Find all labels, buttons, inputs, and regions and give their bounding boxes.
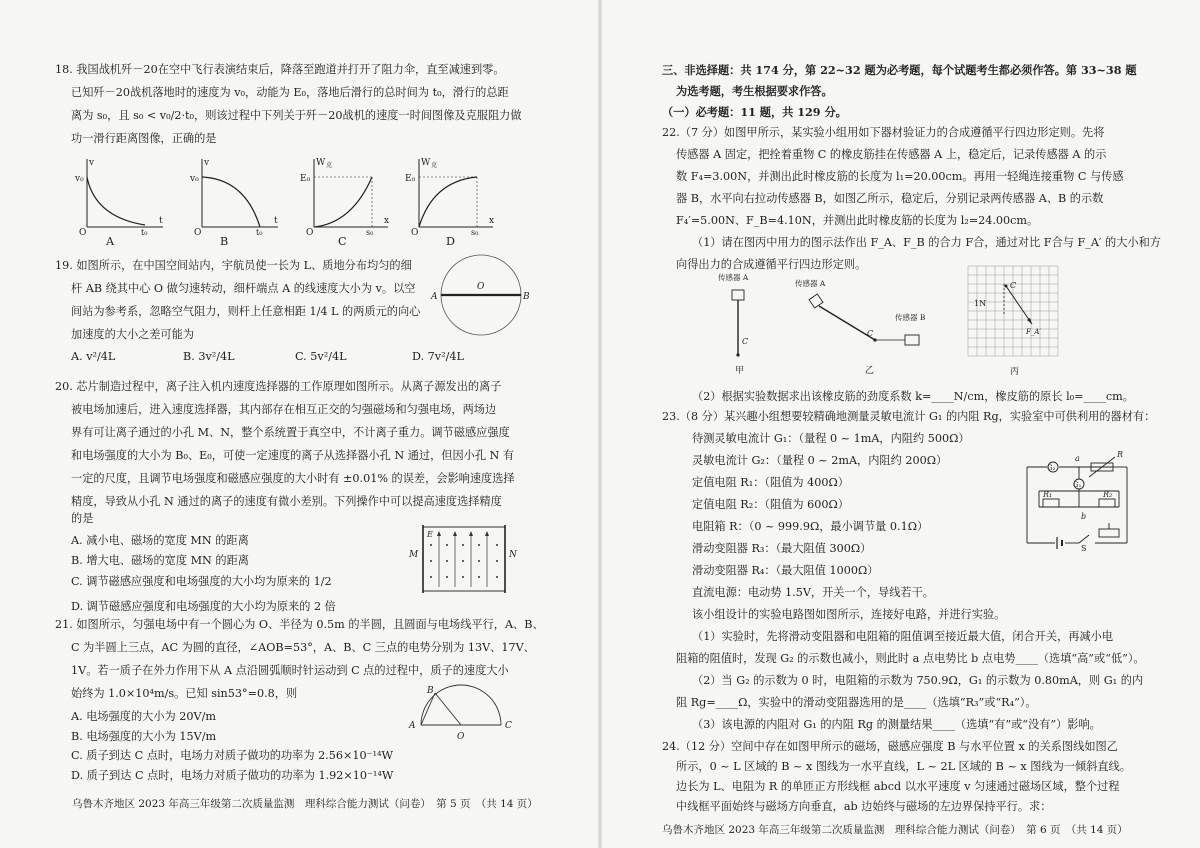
q23-line: 阻 Rg=____Ω，实验中的滑动变阻器选用的是____（选填“R₃”或“R₄”）。 bbox=[676, 696, 1037, 709]
q23-circuit bbox=[1015, 447, 1145, 557]
axis-wk: W bbox=[316, 158, 326, 168]
graph-label-a: A bbox=[106, 235, 115, 248]
q20-figure bbox=[405, 525, 520, 595]
q23-line: 滑动变阻器 R₃：（最大阻值 300Ω） bbox=[692, 542, 872, 555]
axis-wk-sub: 克 bbox=[431, 162, 438, 169]
q22-line: （1）请在图丙中用力的图示法作出 F_A、F_B 的合力 F合，通过对比 F合与 F_A′ 的大小和方 bbox=[692, 236, 1161, 249]
q22-line: 22.（7 分）如图甲所示，某实验小组用如下器材验证力的合成遵循平行四边形定则。先将 bbox=[662, 126, 1105, 139]
q19-line: 加速度的大小之差可能为 bbox=[71, 328, 195, 341]
graph-label-d: D bbox=[446, 235, 455, 248]
q21-option-c: C. 质子到达 C 点时，电场力对质子做功的功率为 2.56×10⁻¹⁴W bbox=[71, 749, 393, 762]
q22-fa-label: F_A′ bbox=[1026, 328, 1042, 336]
q21-label-o: O bbox=[457, 732, 465, 742]
left-footer: 乌鲁木齐地区 2023 年高三年级第二次质量监测 理科综合能力测试（问卷） 第 5 页 （共 14 页） bbox=[72, 798, 538, 810]
q19-label-a: A bbox=[431, 292, 438, 302]
axis-v: v bbox=[89, 158, 95, 168]
axis-v0: v₀ bbox=[75, 174, 84, 184]
q23-g2-label: G₂ bbox=[1047, 464, 1056, 472]
axis-origin: O bbox=[306, 228, 314, 238]
axis-e0: E₀ bbox=[300, 174, 311, 184]
q22-sensor-a-label: 传感器 A bbox=[718, 273, 749, 282]
q21-line: 始终为 1.0×10⁴m/s。已知 sin53°=0.8，则 bbox=[71, 687, 298, 700]
q21-label-b: B bbox=[427, 686, 434, 696]
q19-line: 间站为参考系，忽略空气阻力，则杆上任意相距 1/4 L 的两质元的向心 bbox=[71, 305, 421, 318]
right-page bbox=[600, 0, 1200, 848]
q22-line: 数 F₄=3.00N，并测出此时橡皮筋的长度为 l₁=20.00cm。再用一轻绳连接重物 C 与传感 bbox=[676, 170, 1124, 183]
q22-subquestion-2: （2）根据实验数据求出该橡皮筋的劲度系数 k=____N/cm，橡皮筋的原长 l₀=____cm。 bbox=[692, 390, 1134, 403]
q23-r1-label: R₁ bbox=[1043, 490, 1053, 499]
q20-line: 和电场强度的大小为 B₀、E₀，可使一定速度的离子从选择器小孔 N 通过，但因小孔 N 有 bbox=[71, 449, 515, 462]
q19-option-a: A. v²/4L bbox=[71, 350, 116, 363]
q20-option-c: C. 调节磁感应强度和电场强度的大小均为原来的 1/2 bbox=[71, 575, 332, 588]
axis-x: x bbox=[384, 216, 390, 226]
q23-line: （3）该电源的内阻对 G₁ 的内阻 Rg 的测量结果____（选填“有”或“没有”）影响。 bbox=[692, 718, 1101, 731]
q22-fig-bing-caption: 丙 bbox=[1010, 367, 1020, 377]
axis-t0: t₀ bbox=[141, 228, 148, 237]
axis-origin: O bbox=[411, 228, 419, 238]
axis-t: t bbox=[274, 216, 278, 226]
q20-line: 被电场加速后，进入速度选择器，其内部存在相互正交的匀强磁场和匀强电场，两场边 bbox=[71, 403, 497, 416]
q18-graph-b bbox=[190, 155, 280, 238]
q22-line: F₄′=5.00N、F_B=4.10N，并测出此时橡皮筋的长度为 l₂=24.00cm。 bbox=[676, 214, 1039, 227]
axis-s0: s₀ bbox=[366, 228, 374, 237]
q22-line: 器 B，水平向右拉动传感器 B，如图乙所示，稳定后，分别记录两传感器 A、B 的示数 bbox=[676, 192, 1104, 205]
axis-origin: O bbox=[194, 228, 202, 238]
q18-line: 功一滑行距离图像，正确的是 bbox=[71, 132, 217, 145]
axis-origin: O bbox=[79, 228, 87, 238]
q20-line: 20. 芯片制造过程中，离子注入机内速度选择器的工作原理如图所示。从离子源发出的离子 bbox=[55, 380, 502, 393]
q20-label-n: N bbox=[509, 550, 517, 560]
q22-c-label: C bbox=[742, 337, 749, 346]
q23-r-label: R bbox=[1117, 450, 1124, 459]
q20-line: 一定的尺度，且调节电场强度和磁感应强度的大小时有 ±0.01% 的误差，会影响速度选择 bbox=[71, 472, 515, 485]
q20-line: 精度，导致从小孔 N 通过的离子的速度有微小差别。下列操作中可以提高速度选择精度 bbox=[71, 495, 502, 508]
axis-v: v bbox=[204, 158, 210, 168]
q23-line: 23.（8 分）某兴趣小组想要较精确地测量灵敏电流计 G₁ 的内阻 Rg，实验室中可供利用的器材有： bbox=[662, 410, 1156, 423]
q23-r2-label: R₂ bbox=[1103, 490, 1113, 499]
q24-line: 所示，0 ~ L 区域的 B ~ x 图线为一水平直线，L ~ 2L 区域的 B ~ x 图线为一倾斜直线。 bbox=[676, 760, 1131, 773]
q20-option-a: A. 减小电、磁场的宽度 MN 的距离 bbox=[71, 534, 249, 547]
q22-c3-label: C bbox=[1010, 281, 1017, 290]
q18-graph-d bbox=[405, 155, 495, 238]
q21-figure bbox=[405, 685, 515, 745]
q20-line: 的是 bbox=[71, 512, 94, 525]
q23-line: 待测灵敏电流计 G₁：（量程 0 ~ 1mA，内阻约 500Ω） bbox=[692, 432, 970, 445]
q23-line: （1）实验时，先将滑动变阻器和电阻箱的阻值调至接近最大值，闭合开关，再减小电 bbox=[692, 630, 1114, 643]
q21-option-b: B. 电场强度的大小为 15V/m bbox=[71, 730, 217, 743]
section-header: 为选考题，考生根据要求作答。 bbox=[676, 84, 833, 98]
q19-label-b: B bbox=[523, 292, 530, 302]
q24-line: 24.（12 分）空间中存在如图甲所示的磁场，磁感应强度 B 与水平位置 x 的关系图线如图乙 bbox=[662, 740, 1118, 753]
q20-line: 界有可让离子通过的小孔 M、N，整个系统置于真空中，不计离子重力。调节磁感应强度 bbox=[71, 426, 510, 439]
q23-line: 该小组设计的实验电路图如图所示，连接好电路，并进行实验。 bbox=[692, 608, 1006, 621]
graph-label-c: C bbox=[338, 235, 347, 248]
q21-option-a: A. 电场强度的大小为 20V/m bbox=[71, 710, 216, 723]
q23-a-label: a bbox=[1075, 454, 1080, 463]
q22-scale-label: 1N bbox=[974, 299, 987, 308]
q22-figure-jia bbox=[710, 268, 770, 378]
q23-line: 直流电源：电动势 1.5V，开关一个，导线若干。 bbox=[692, 586, 934, 599]
q22-line: 向得出力的合成遵循平行四边形定则。 bbox=[676, 258, 867, 271]
q19-line: 19. 如图所示，在中国空间站内，宇航员使一长为 L、质地分布均匀的细 bbox=[55, 259, 412, 272]
q24-line: 中线框平面始终与磁场方向垂直，ab 边始终与磁场的左边界保持平行。求： bbox=[676, 800, 1052, 813]
q23-line: 电阻箱 R：（0 ~ 999.9Ω，最小调节量 0.1Ω） bbox=[692, 520, 929, 533]
q19-option-c: C. 5v²/4L bbox=[295, 350, 347, 363]
q22-sensor-b-label: 传感器 B bbox=[895, 313, 926, 322]
axis-wk-sub: 克 bbox=[326, 162, 333, 169]
q23-g1-label: G₁ bbox=[1073, 481, 1082, 489]
q19-option-d: D. 7v²/4L bbox=[412, 350, 464, 363]
q20-option-d: D. 调节磁感应强度和电场强度的大小均为原来的 2 倍 bbox=[71, 600, 336, 613]
q23-line: 定值电阻 R₂：（阻值为 600Ω） bbox=[692, 498, 849, 511]
graph-label-b: B bbox=[220, 235, 229, 248]
section-header: 三、非选择题：共 174 分，第 22~32 题为必考题，每个试题考生都必须作答。第 33~38 题 bbox=[662, 63, 1137, 77]
q23-line: （2）当 G₂ 的示数为 0 时，电阻箱的示数为 750.9Ω，G₁ 的示数为 0.80mA，则 G₁ 的内 bbox=[692, 674, 1144, 687]
q22-fig-yi-caption: 乙 bbox=[865, 366, 875, 376]
q23-b-label: b bbox=[1081, 512, 1087, 521]
q22-sensor-a2-label: 传感器 A bbox=[795, 279, 826, 288]
axis-s0: s₀ bbox=[471, 228, 479, 237]
q22-c2-label: C bbox=[867, 329, 874, 338]
q21-line: C 为半圆上三点，AC 为圆的直径，∠AOB=53°，A、B、C 三点的电势分别为 13V、17V、 bbox=[71, 641, 535, 654]
q18-graph-c bbox=[300, 155, 390, 238]
axis-v0: v₀ bbox=[190, 174, 199, 184]
q20-label-m: M bbox=[409, 550, 419, 560]
q18-line: 离为 s₀，且 s₀ < v₀/2·t₀，则该过程中下列关于歼－20战机的速度一时间图像及克服阻力做 bbox=[71, 109, 522, 122]
q22-fig-jia-caption: 甲 bbox=[735, 366, 745, 376]
axis-t0: t₀ bbox=[256, 228, 263, 237]
q21-label-c: C bbox=[505, 721, 512, 731]
q20-label-e: E bbox=[427, 530, 433, 539]
q18-line: 18. 我国战机歼－20在空中飞行表演结束后，降落至跑道并打开了阻力伞，直至减速到零。 bbox=[55, 63, 505, 76]
q23-line: 灵敏电流计 G₂：（量程 0 ~ 2mA，内阻约 200Ω） bbox=[692, 454, 948, 467]
q20-option-b: B. 增大电、磁场的宽度 MN 的距离 bbox=[71, 554, 249, 567]
q19-label-o: O bbox=[477, 282, 485, 292]
q23-line: 定值电阻 R₁：（阻值为 400Ω） bbox=[692, 476, 849, 489]
q23-s-label: S bbox=[1081, 544, 1087, 553]
q18-graph-a bbox=[75, 155, 165, 238]
q22-line: 传感器 A 固定，把拴着重物 C 的橡皮筋挂在传感器 A 上，稳定后，记录传感器 A 的示 bbox=[676, 148, 1107, 161]
q21-label-a: A bbox=[409, 721, 416, 731]
q24-line: 边长为 L、电阻为 R 的单匝正方形线框 abcd 以水平速度 v 匀速通过磁场区域，整个过程 bbox=[676, 780, 1120, 793]
q19-line: 杆 AB 绕其中心 O 做匀速转动，细杆端点 A 的线速度大小为 v。以空 bbox=[71, 282, 416, 295]
q22-figure-yi bbox=[795, 268, 935, 378]
right-footer: 乌鲁木齐地区 2023 年高三年级第二次质量监测 理科综合能力测试（问卷） 第 6 页 （共 14 页） bbox=[662, 824, 1128, 836]
q18-line: 已知歼－20战机落地时的速度为 v₀，动能为 E₀，落地后滑行的总时间为 t₀，滑行的总距 bbox=[71, 86, 509, 99]
q21-line: 21. 如图所示，匀强电场中有一个圆心为 O、半径为 0.5m 的半圆，且圆面与电场线平行，A、B、 bbox=[55, 618, 544, 631]
q22-figure-bing bbox=[968, 266, 1068, 380]
q19-option-b: B. 3v²/4L bbox=[183, 350, 235, 363]
q23-line: 阻箱的阻值时，发现 G₂ 的示数也减小，则此时 a 点电势比 b 点电势____（选填“高”或“低”）。 bbox=[676, 652, 1145, 665]
q19-figure bbox=[431, 255, 530, 340]
q23-line: 滑动变阻器 R₄：（最大阻值 1000Ω） bbox=[692, 564, 879, 577]
q21-option-d: D. 质子到达 C 点时，电场力对质子做功的功率为 1.92×10⁻¹⁴W bbox=[71, 769, 394, 782]
axis-x: x bbox=[489, 216, 495, 226]
q21-line: 1V。若一质子在外力作用下从 A 点沿圆弧顺时针运动到 C 点的过程中，质子的速度大小 bbox=[71, 664, 509, 677]
axis-wk: W bbox=[421, 158, 431, 168]
section-subheader: （一）必考题：11 题，共 129 分。 bbox=[662, 105, 847, 119]
axis-e0: E₀ bbox=[405, 174, 416, 184]
axis-t: t bbox=[159, 216, 163, 226]
